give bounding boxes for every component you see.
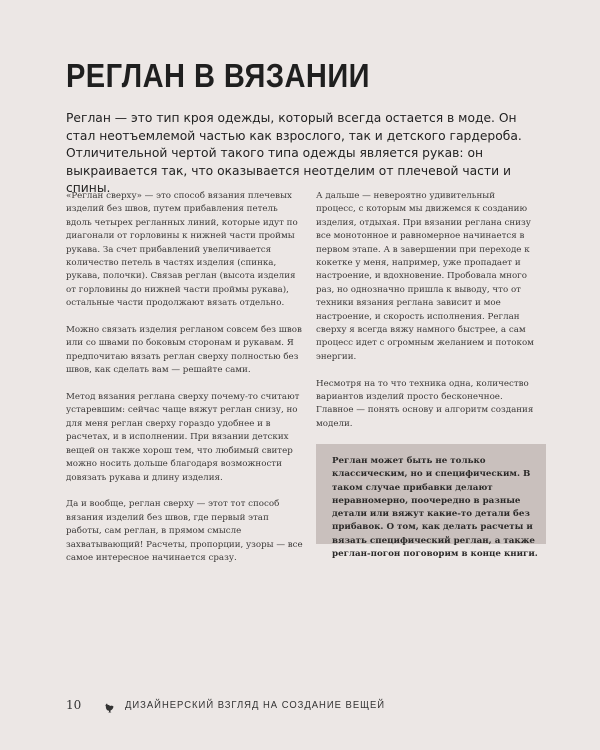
footer-book-title: ДИЗАЙНЕРСКИЙ ВЗГЛЯД НА СОЗДАНИЕ ВЕЩЕЙ — [125, 699, 386, 711]
right-paragraph-2: Несмотря на то что техника одна, количество вариантов изделий просто бесконечное. Главное — понять основу и алгоритм создания модели. — [316, 378, 534, 429]
left-column — [66, 190, 304, 579]
left-paragraph-2: Можно связать изделия регланом совсем без швов или со швами по боковым сторонам и рукавам. Я предпочитаю вязать реглан сверху полностью без швов, как сделать вам — решайте сами. — [66, 325, 302, 376]
page-number: 10 — [66, 698, 82, 712]
left-paragraph-1: «Реглан сверху» — это способ вязания плечевых изделий без швов, путем прибавления петель вдоль четырех регланных линий, которые идут по диагонали от горловины к нижней части проймы рукава. За счет прибавлений увеличивается количество петель в частях изделия (спинка, рукава, полочки). Связав реглан (высота изделия от горловины до нижней части проймы рукава), остальные части продолжают вязать отдельно. — [66, 191, 298, 309]
page-title: РЕГЛАН В ВЯЗАНИИ — [66, 57, 370, 94]
chicken-icon — [103, 699, 115, 711]
right-paragraph-1: А дальше — невероятно удивительный процесс, с которым мы движемся к созданию изделия, отдыхая. При вязании реглана снизу все монотонное и равномерное начинается в первом этапе. А в завершении при переходе к кокетке у меня, например, уже пропадает и настроение, и вдохновение. Пробовала много раз, но однозначно пришла к выводу, что от техники вязания реглана зависит и мое настроение, и скорость исполнения. Реглан сверху я всегда вяжу намного быстрее, а сам процесс идет с огромным желанием и потоком энергии. — [316, 191, 534, 362]
lead-paragraph: Реглан — это тип кроя одежды, который всегда остается в моде. Он стал неотъемлемой частью как взрослого, так и детского гардероба. Отличительной чертой такого типа одежды является рукав: он выкраивается так, что оказывается неотделим от плечевой части и спины. — [66, 111, 522, 195]
left-paragraph-3: Метод вязания реглана сверху почему-то считают устаревшим: сейчас чаще вяжут реглан снизу, но для меня реглан сверху гораздо удобнее и в расчетах, и в исполнении. При вязании детских вещей он также хорош тем, что любимый свитер можно носить дольше благодаря возможности довязать рукава и длину изделия. — [66, 392, 300, 483]
left-paragraph-4: Да и вообще, реглан сверху — этот тот способ вязания изделий без швов, где первый этап работы, сам реглан, в прямом смысле захватывающий! Расчеты, пропорции, узоры — все самое интересное начинается сразу. — [66, 499, 303, 563]
page-footer — [66, 697, 414, 713]
right-column — [316, 190, 536, 445]
callout-box: Реглан может быть не только классическим, но и специфическим. В таком случае прибавки делают неравномерно, поочередно в разные детали или вяжут какие-то детали без прибавок. О том, как делать расчеты и вязать специфический реглан, а также реглан-погон поговорим в конце книги. — [316, 444, 546, 544]
